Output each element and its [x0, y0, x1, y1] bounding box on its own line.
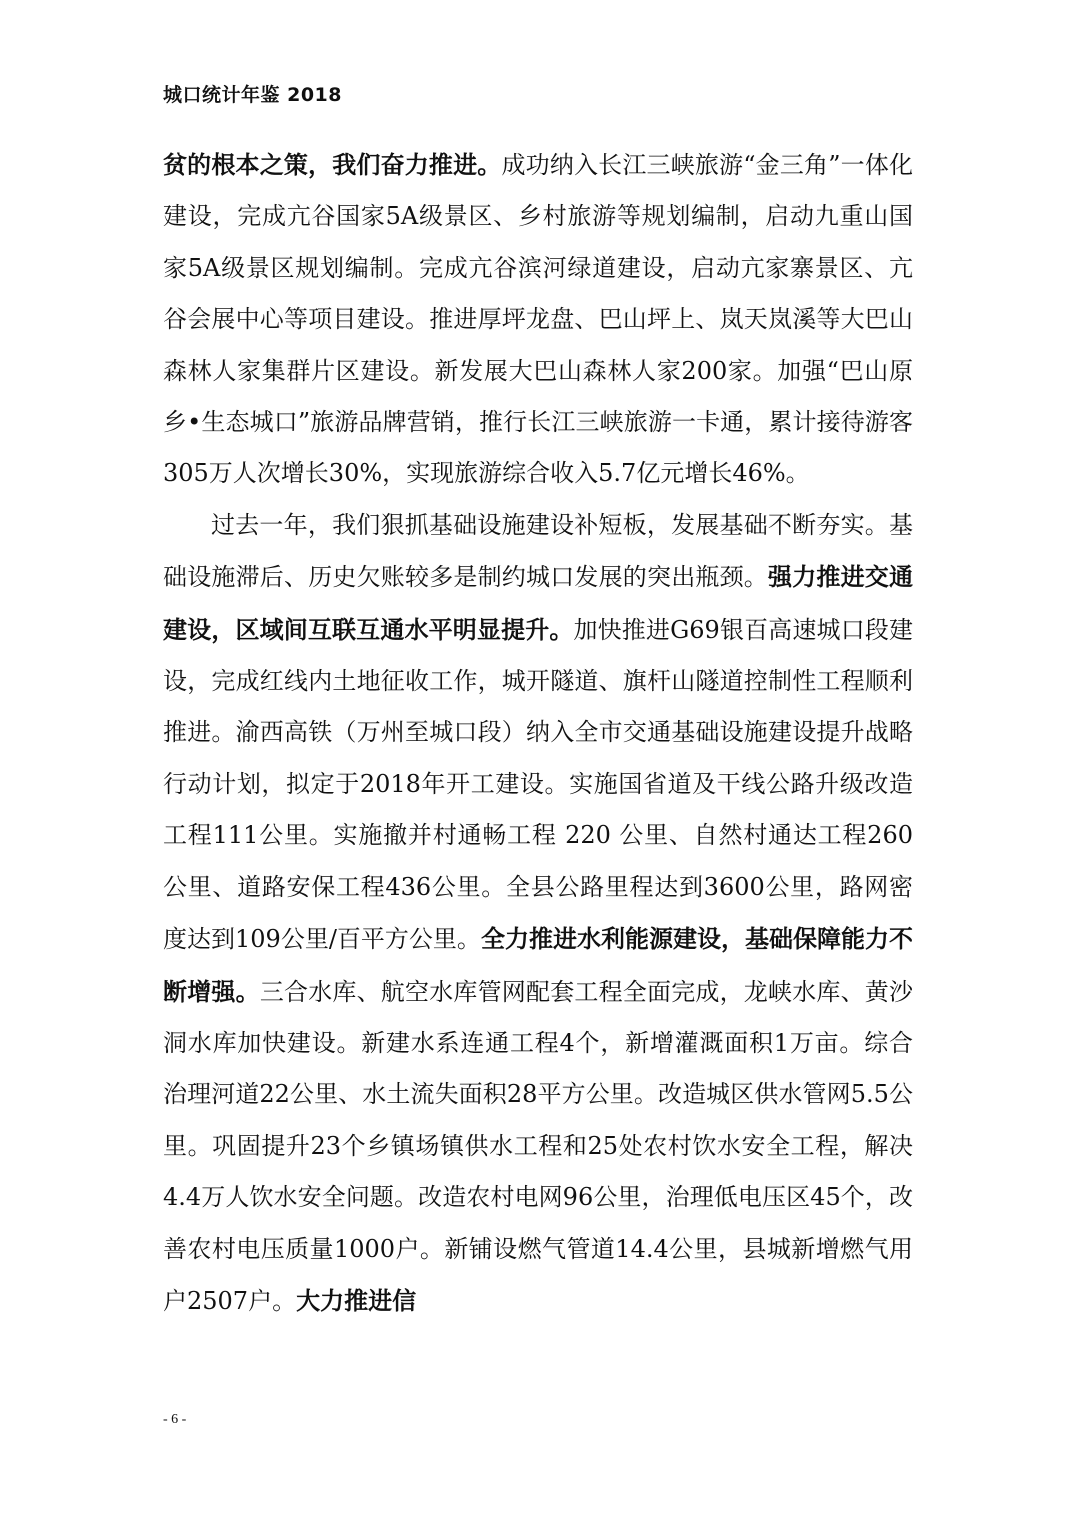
document-body	[163, 139, 913, 1327]
paragraph-tourism	[163, 139, 913, 500]
bold-heading-water-energy: 全力推进水利能源建设，基础保障能力不断增强。	[163, 924, 913, 1006]
bold-heading-info: 大力推进信	[296, 1285, 417, 1315]
body-text: 三合水库、航空水库管网配套工程全面完成，龙峡水库、黄沙洞水库加快建设。新建水系连通工程4个，新增灌溉面积1万亩。综合治理河道22公里、水土流失面积28平方公里。改造城区供水管网5.5公里。巩固提升23个乡镇场镇供水工程和25处农村饮水安全工程，解决4.4万人饮水安全问题。改造农村电网96公里，治理低电压区45个，改善农村电压质量1000户。新铺设燃气管道14.4公里，县城新增燃气用户2507户。	[163, 977, 914, 1315]
page-header: 城口统计年鉴 2018	[163, 84, 342, 106]
body-text: 成功纳入长江三峡旅游“金三角”一体化建设，完成亢谷国家5A级景区、乡村旅游等规划编制，启动九重山国家5A级景区规划编制。完成亢谷滨河绿道建设，启动亢家寨景区、亢谷会展中心等项目建设。推进厚坪龙盘、巴山坪上、岚天岚溪等大巴山森林人家集群片区建设。新发展大巴山森林人家200家。加强“巴山原乡•生态城口”旅游品牌营销，推行长江三峡旅游一卡通，累计接待游客305万人次增长30%，实现旅游综合收入5.7亿元增长46%。	[163, 151, 913, 488]
bold-heading-transport: 强力推进交通建设，区域间互联互通水平明显提升。	[163, 562, 913, 644]
body-text: 加快推进G69银百高速城口段建设，完成红线内土地征收工作，城开隧道、旗杆山隧道控制性工程顺利推进。渝西高铁（万州至城口段）纳入全市交通基础设施建设提升战略行动计划，拟定于2018年开工建设。实施国省道及干线公路升级改造工程111公里。实施撤并村通畅工程 220 公里、自然村通达工程260公里、道路安保工程436公里。全县公路里程达到3600公里，路网密度达到109公里/百平方公里。	[163, 615, 913, 954]
bold-lead: 贫的根本之策，我们奋力推进。	[163, 150, 502, 179]
paragraph-infrastructure	[163, 500, 913, 1328]
page-number: - 6 -	[163, 1412, 187, 1427]
body-text: 过去一年，我们狠抓基础设施建设补短板，发展基础不断夯实。基础设施滞后、历史欠账较多是制约城口发展的突出瓶颈。	[163, 510, 913, 592]
